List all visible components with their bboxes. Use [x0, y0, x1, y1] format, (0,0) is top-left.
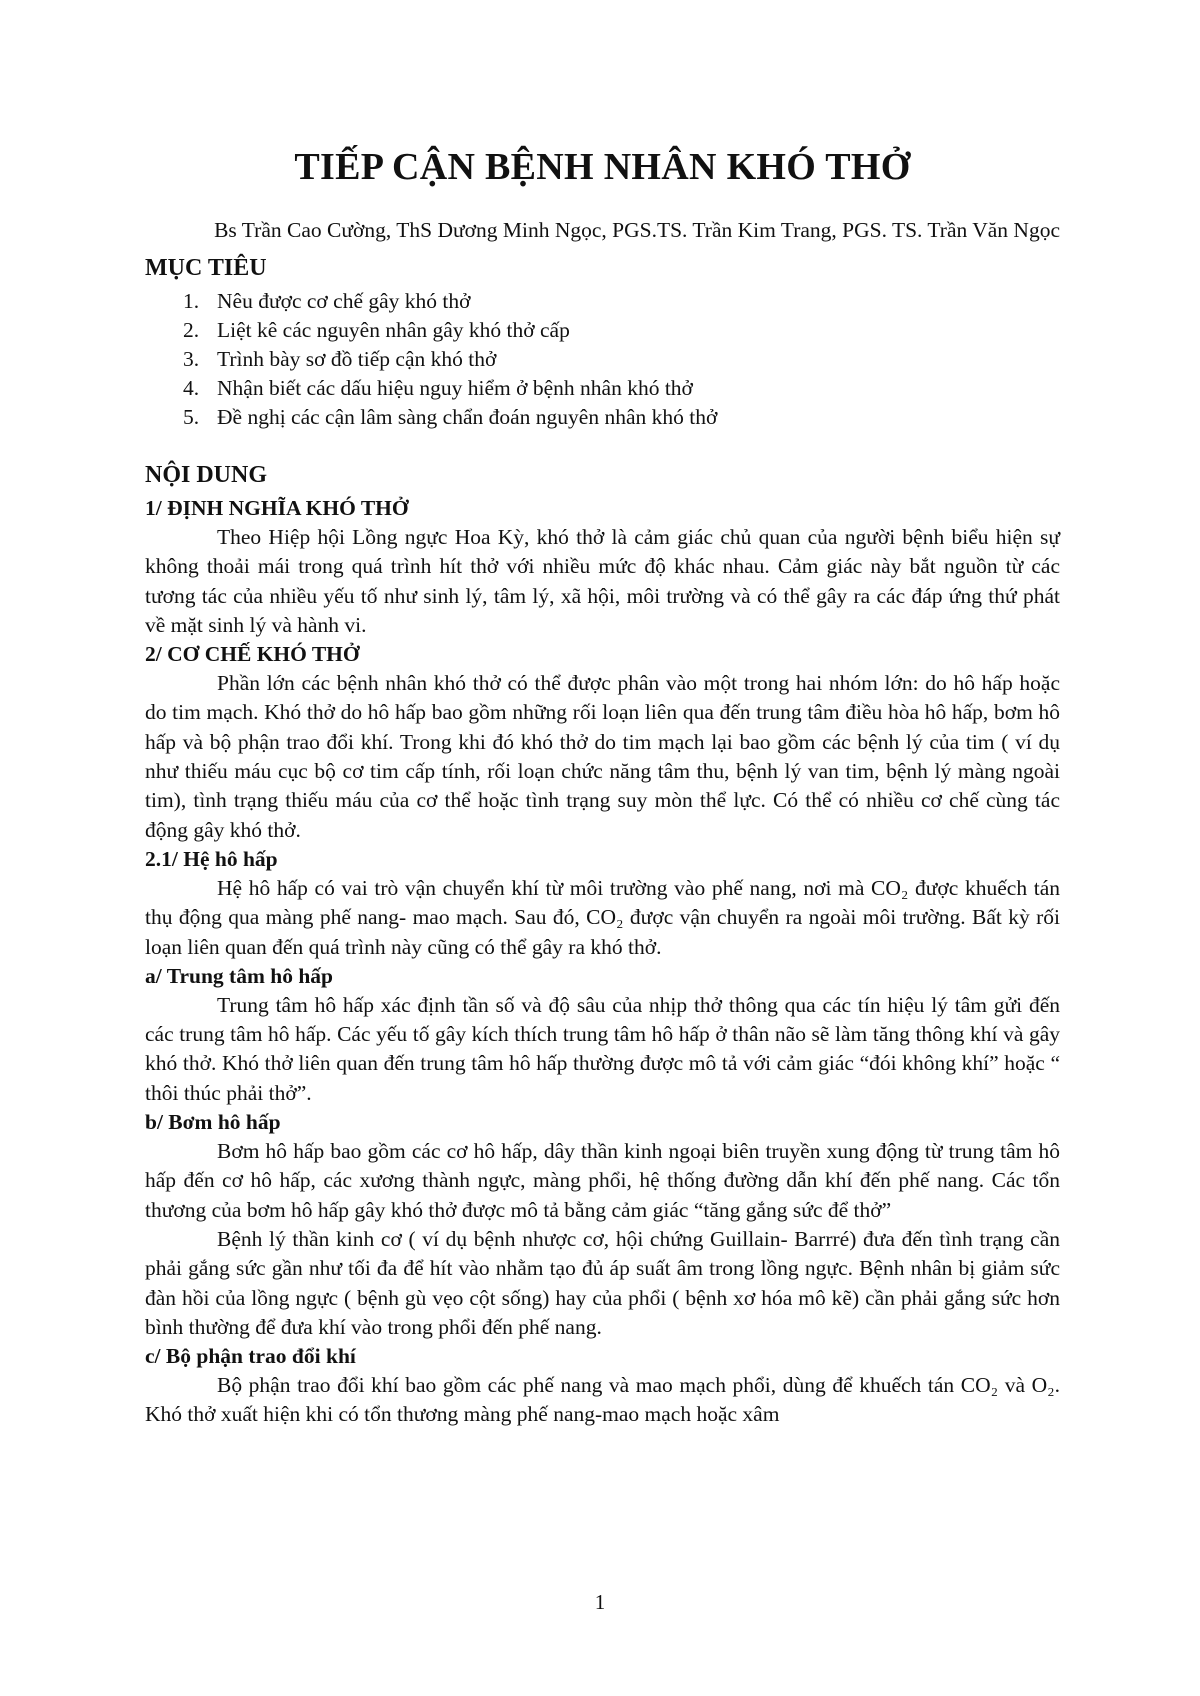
section-heading-mechanism: 2/ CƠ CHẾ KHÓ THỞ	[145, 642, 360, 667]
section-heading-respiratory-center: a/ Trung tâm hô hấp	[145, 963, 333, 988]
section-heading-gas-exchange: c/ Bộ phận trao đổi khí	[145, 1344, 356, 1369]
objectives-heading: MỤC TIÊU	[145, 255, 267, 281]
paragraph: Hệ hô hấp có vai trò vận chuyển khí từ môi trường vào phế nang, nơi mà CO₂ được khuếch tán thụ động qua màng phế nang- mao mạch. Sau đó, CO₂ được vận chuyển ra ngoài môi trường. Bất kỳ rối loạn liên quan đến quá trình này cũng có thể gây ra khó thở.	[145, 875, 1060, 959]
paragraph: Trung tâm hô hấp xác định tần số và độ sâu của nhịp thở thông qua các tín hiệu lý tâm gửi đến các trung tâm hô hấp. Các yếu tố gây kích thích trung tâm hô hấp ở thân não sẽ làm tăng thông khí và gây khó thở. Khó thở liên quan đến trung tâm hô hấp thường được mô tả với cảm giác “đói không khí” hoặc “ thôi thúc phải thở”.	[145, 992, 1060, 1105]
paragraph: Bơm hô hấp bao gồm các cơ hô hấp, dây thần kinh ngoại biên truyền xung động từ trung tâm hô hấp đến cơ hô hấp, các xương thành ngực, màng phổi, hệ thống đường dẫn khí đến phế nang. Các tổn thương của bơm hô hấp gây khó thở được mô tả bằng cảm giác “tăng gắng sức để thở”	[145, 1139, 1060, 1222]
list-item: 5. Đề nghị các cận lâm sàng chẩn đoán nguyên nhân khó thở	[183, 405, 718, 429]
list-item: 1. Nêu được cơ chế gây khó thở	[183, 289, 471, 313]
content-heading: NỘI DUNG	[145, 462, 268, 488]
paragraph: Theo Hiệp hội Lồng ngực Hoa Kỳ, khó thở là cảm giác chủ quan của người bệnh biểu hiện sự không thoải mái trong quá trình hít thở với nhiều mức độ khác nhau. Cảm giác này bắt nguồn từ các tương tác của nhiều yếu tố như sinh lý, tâm lý, xã hội, môi trường và có thể gây ra các đáp ứng thứ phát về mặt sinh lý và hành vi.	[145, 525, 1060, 637]
paragraph: Bệnh lý thần kinh cơ ( ví dụ bệnh nhược cơ, hội chứng Guillain- Barrré) đưa đến tình trạng cần phải gắng sức gần như tối đa để hít vào nhằm tạo đủ áp suất âm trong lồng ngực. Bệnh nhân bị giảm sức đàn hồi của lồng ngực ( bệnh gù vẹo cột sống) hay của phổi ( bệnh xơ hóa mô kẽ) cần phải gắng sức hơn bình thường để đưa khí vào trong phổi đến phế nang.	[145, 1226, 1060, 1339]
list-item: 4. Nhận biết các dấu hiệu nguy hiểm ở bệnh nhân khó thở	[183, 376, 693, 400]
list-item: 3. Trình bày sơ đồ tiếp cận khó thở	[183, 347, 497, 371]
authors-line: Bs Trần Cao Cường, ThS Dương Minh Ngọc, PGS.TS. Trần Kim Trang, PGS. TS. Trần Văn Ngọc	[214, 218, 1060, 242]
paragraph: Bộ phận trao đổi khí bao gồm các phế nang và mao mạch phổi, dùng để khuếch tán CO₂ và O₂. Khó thở xuất hiện khi có tổn thương màng phế nang-mao mạch hoặc xâm	[145, 1373, 1060, 1427]
objectives-list	[145, 287, 1060, 432]
document-title: TIẾP CẬN BỆNH NHÂN KHÓ THỞ	[294, 146, 911, 188]
page-number: 1	[594, 1590, 606, 1614]
page-content	[145, 145, 1060, 1430]
list-item: 2. Liệt kê các nguyên nhân gây khó thở cấp	[183, 318, 570, 342]
section-heading-respiratory-pump: b/ Bơm hô hấp	[145, 1110, 281, 1135]
section-heading-respiratory-system: 2.1/ Hệ hô hấp	[145, 846, 278, 871]
section-heading-definition: 1/ ĐỊNH NGHĨA KHÓ THỞ	[145, 496, 409, 520]
paragraph: Phần lớn các bệnh nhân khó thở có thể được phân vào một trong hai nhóm lớn: do hô hấp hoặc do tim mạch. Khó thở do hô hấp bao gồm những rối loạn liên qua đến trung tâm điều hòa hô hấp, bơm hô hấp và bộ phận trao đổi khí. Trong khi đó khó thở do tim mạch lại bao gồm các bệnh lý của tim ( ví dụ như thiếu máu cục bộ cơ tim cấp tính, rối loạn chức năng tâm thu, bệnh lý van tim, bệnh lý màng ngoài tim), tình trạng thiếu máu của cơ thể hoặc tình trạng suy mòn thể lực. Có thể có nhiều cơ chế cùng tác động gây khó thở.	[145, 671, 1060, 842]
